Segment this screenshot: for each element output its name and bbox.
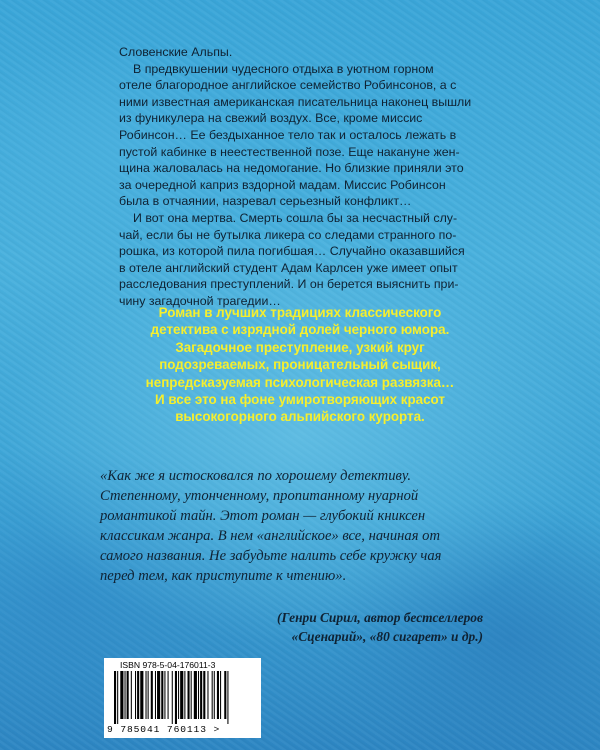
synopsis-p1-line: щина жаловалась на недомогание. Но близкие приняли это	[119, 161, 464, 176]
barcode-bar	[125, 671, 126, 719]
blurb-line: И все это на фоне умиротворяющих красот	[155, 392, 445, 408]
barcode-bar	[117, 671, 118, 724]
barcode-bar	[172, 671, 173, 724]
synopsis-p1-line: ними известная американская писательница наконец вышли	[119, 94, 472, 109]
quote-line: перед тем, как приступите к чтению».	[100, 568, 347, 584]
barcode-bar	[148, 671, 149, 719]
barcode-bar	[157, 671, 160, 719]
quote-attribution	[100, 608, 483, 646]
blurb-line: высокогорного альпийского курорта.	[175, 409, 425, 425]
highlight-blurb	[108, 304, 492, 426]
blurb-line: Загадочное преступление, узкий круг	[175, 339, 425, 355]
barcode-bar	[140, 671, 143, 719]
synopsis-p2-line: рошка, из которой пила погибшая… Случайно оказавшийся	[119, 244, 465, 259]
barcode-bar	[207, 671, 208, 719]
barcode-digits: 9 785041 760113 >	[107, 724, 221, 735]
blurb-line: Роман в лучших традициях классического	[158, 305, 442, 320]
barcode-bar	[180, 671, 183, 719]
barcode-bar	[212, 671, 213, 719]
isbn-barcode	[104, 658, 261, 738]
blurb-line: непредсказуемая психологическая развязка…	[145, 374, 455, 390]
synopsis-p1-line: пустой кабинке в неестественной позе. Еще накануне жен-	[119, 144, 460, 159]
barcode-bar	[194, 671, 197, 719]
barcode-bar	[217, 671, 219, 719]
barcode-bar	[175, 671, 177, 724]
attribution-line: «Сценарий», «80 сигарет» и др.)	[291, 629, 483, 644]
barcode-bar	[203, 671, 205, 719]
barcode-bar	[120, 671, 123, 719]
synopsis-p2-line: в отеле английский студент Адам Карлсен уже имеет опыт	[119, 260, 458, 275]
synopsis-place: Словенские Альпы.	[119, 45, 233, 59]
barcode-bars	[104, 671, 261, 725]
barcode-bar	[191, 671, 192, 719]
barcode-bar	[198, 671, 199, 719]
barcode-bar	[168, 671, 169, 719]
barcode-bar	[164, 671, 165, 719]
barcode-bar	[184, 671, 185, 719]
barcode-bar	[227, 671, 228, 724]
barcode-bar	[131, 671, 132, 719]
synopsis-paragraph-1	[119, 61, 483, 210]
synopsis-p2-line: чину загадочной трагедии…	[119, 293, 281, 308]
barcode-bar	[161, 671, 163, 719]
barcode-bar	[178, 671, 179, 719]
synopsis-p2-line: чай, если бы не бутылка ликера со следами странного по-	[119, 227, 457, 242]
synopsis-p2-line: И вот она мертва. Смерть сошла бы за несчастный слу-	[133, 210, 458, 225]
quote-line: классикам жанра. В нем «английское» все, начиная от	[100, 528, 440, 544]
barcode-bar	[220, 671, 221, 719]
barcode-bar	[188, 671, 190, 719]
synopsis-paragraph-2	[119, 210, 483, 310]
synopsis-p1-line: В предвкушении чудесного отдыха в уютном горном	[133, 61, 434, 76]
quote-line: «Как же я истосковался по хорошему детективу.	[100, 468, 412, 484]
synopsis-p2-line: расследования преступлений. И он берется выяснить при-	[119, 277, 459, 292]
synopsis	[119, 44, 483, 310]
barcode-bar	[214, 671, 215, 719]
barcode-bar	[114, 671, 116, 724]
barcode-bar	[137, 671, 139, 719]
barcode-bar	[224, 671, 226, 719]
review-quote	[100, 466, 500, 586]
barcode-bar	[200, 671, 202, 719]
barcode-bar	[155, 671, 156, 719]
blurb-line: подозреваемых, проницательный сыщик,	[159, 357, 441, 373]
attribution-line: (Генри Сирил, автор бестселлеров	[276, 610, 483, 625]
quote-line: Степенному, утонченному, пропитанному нуарной	[100, 488, 419, 504]
synopsis-p1-line: отеле благородное английское семейство Робинсонов, а с	[119, 78, 457, 93]
barcode-bar	[151, 671, 153, 719]
synopsis-p1-line: была в отчаянии, назревал серьезный конфликт…	[119, 194, 412, 209]
quote-line: самого названия. Не забудьте налить себе кружку чая	[100, 548, 442, 564]
synopsis-p1-line: Робинсон… Ее бездыханное тело так и осталось лежать в	[119, 127, 457, 142]
isbn-number: ISBN 978-5-04-176011-3	[120, 660, 216, 670]
synopsis-p1-line: из фуникулера на свежий воздух. Все, кроме миссис	[119, 111, 423, 126]
blurb-line: детектива с изрядной долей черного юмора.	[150, 322, 450, 338]
barcode-bar	[135, 671, 136, 719]
synopsis-p1-line: за очередной каприз вздорной мадам. Миссис Робинсон	[119, 177, 446, 192]
barcode-bar	[127, 671, 129, 719]
quote-line: романтикой тайн. Этот роман — глубокий книксен	[100, 508, 426, 524]
barcode-bar	[146, 671, 147, 719]
